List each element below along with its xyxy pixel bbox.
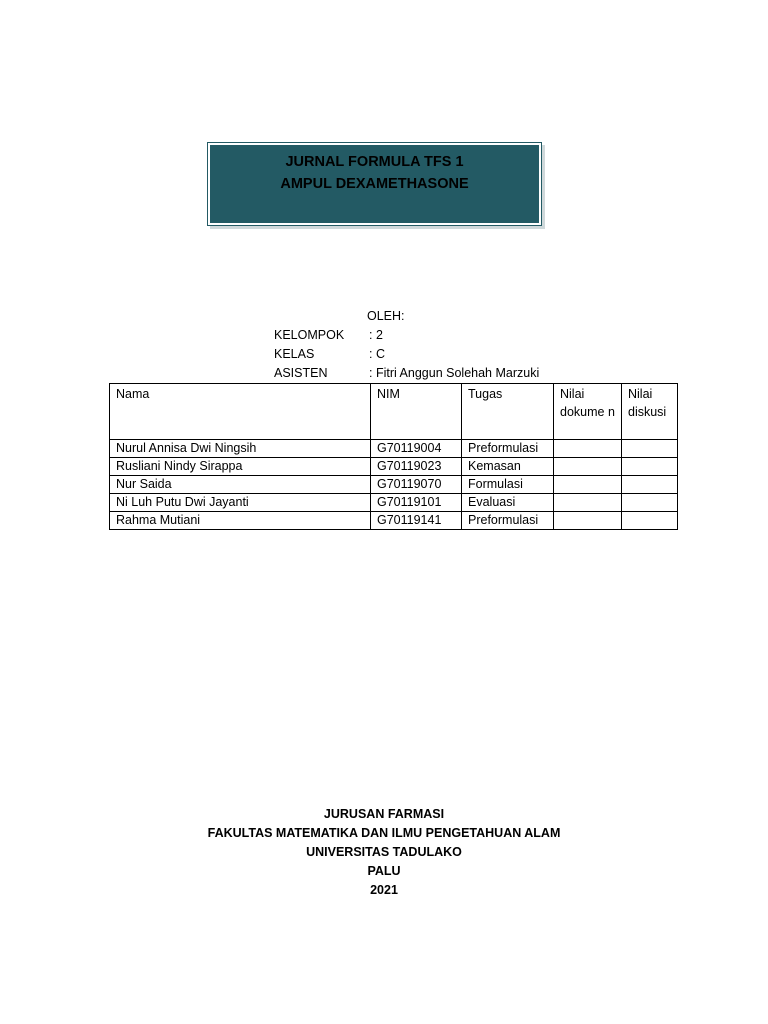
cell-tugas: Evaluasi bbox=[462, 494, 554, 512]
kelas-label: KELAS bbox=[274, 347, 315, 361]
cell-nama: Ni Luh Putu Dwi Jayanti bbox=[110, 494, 371, 512]
asisten-label: ASISTEN bbox=[274, 366, 328, 380]
kelompok-label: KELOMPOK bbox=[274, 328, 345, 342]
footer-university: UNIVERSITAS TADULAKO bbox=[306, 845, 462, 859]
kelas-value: : C bbox=[369, 347, 385, 361]
header-tugas: Tugas bbox=[462, 384, 554, 440]
table-row bbox=[110, 476, 678, 494]
cell-nilai-dokumen bbox=[554, 440, 622, 458]
footer-faculty: FAKULTAS MATEMATIKA DAN ILMU PENGETAHUAN ALAM bbox=[207, 826, 561, 840]
asisten-value: : Fitri Anggun Solehah Marzuki bbox=[369, 366, 540, 380]
footer bbox=[0, 805, 768, 900]
members-table bbox=[109, 383, 678, 530]
cell-nilai-diskusi bbox=[622, 440, 678, 458]
header-nilai-dokumen: Nilai dokume n bbox=[554, 384, 622, 440]
title-line-1: JURNAL FORMULA TFS 1 bbox=[285, 154, 464, 170]
cell-nilai-diskusi bbox=[622, 476, 678, 494]
cell-nim: G70119023 bbox=[371, 458, 462, 476]
cell-nim: G70119141 bbox=[371, 512, 462, 530]
table-row bbox=[110, 512, 678, 530]
title-line-2: AMPUL DEXAMETHASONE bbox=[280, 176, 469, 192]
cell-tugas: Preformulasi bbox=[462, 512, 554, 530]
cell-nilai-dokumen bbox=[554, 458, 622, 476]
cell-nama: Nur Saida bbox=[110, 476, 371, 494]
cell-nilai-dokumen bbox=[554, 476, 622, 494]
cell-nama: Rahma Mutiani bbox=[110, 512, 371, 530]
cell-nama: Nurul Annisa Dwi Ningsih bbox=[110, 440, 371, 458]
footer-department: JURUSAN FARMASI bbox=[323, 807, 445, 821]
title-box bbox=[208, 143, 541, 225]
oleh-label: OLEH: bbox=[367, 309, 405, 323]
cell-nim: G70119004 bbox=[371, 440, 462, 458]
cell-nama: Rusliani Nindy Sirappa bbox=[110, 458, 371, 476]
cell-nim: G70119070 bbox=[371, 476, 462, 494]
cell-nilai-dokumen bbox=[554, 494, 622, 512]
cell-nilai-diskusi bbox=[622, 512, 678, 530]
cell-nilai-diskusi bbox=[622, 458, 678, 476]
cell-nim: G70119101 bbox=[371, 494, 462, 512]
header-nilai-diskusi: Nilai diskusi bbox=[622, 384, 678, 440]
table-row bbox=[110, 458, 678, 476]
header-nim: NIM bbox=[371, 384, 462, 440]
footer-city: PALU bbox=[367, 864, 401, 878]
cell-tugas: Preformulasi bbox=[462, 440, 554, 458]
cell-nilai-dokumen bbox=[554, 512, 622, 530]
footer-year: 2021 bbox=[370, 883, 398, 897]
kelompok-value: : 2 bbox=[369, 328, 383, 342]
table-row bbox=[110, 440, 678, 458]
table-row bbox=[110, 494, 678, 512]
cell-tugas: Formulasi bbox=[462, 476, 554, 494]
cell-nilai-diskusi bbox=[622, 494, 678, 512]
header-nama: Nama bbox=[110, 384, 371, 440]
table-header-row bbox=[110, 384, 678, 440]
cell-tugas: Kemasan bbox=[462, 458, 554, 476]
